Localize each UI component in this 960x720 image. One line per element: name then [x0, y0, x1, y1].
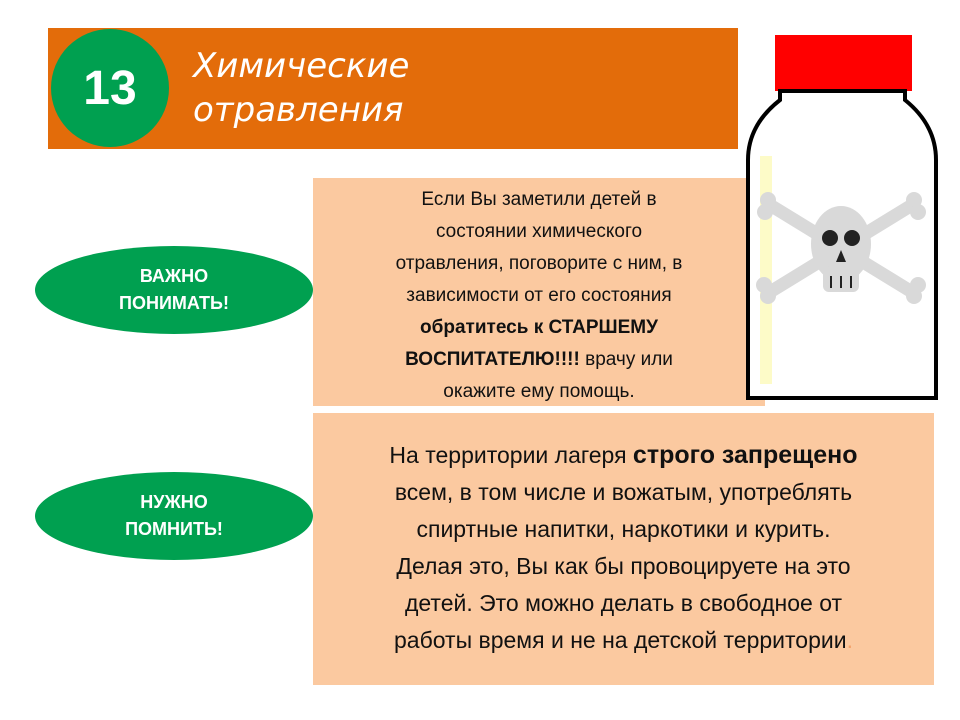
rules-line-1-bold: строго запрещено	[632, 441, 858, 469]
remember-line-1: НУЖНО	[140, 492, 208, 512]
advice-line-7: окажите ему помощь.	[443, 381, 635, 402]
rules-line-1	[321, 437, 926, 474]
rules-line-3: спиртные напитки, наркотики и курить.	[416, 516, 831, 542]
advice-line-6-rest: врачу или	[579, 349, 673, 370]
rules-line-2: всем, в том числе и вожатым, употреблять	[394, 479, 853, 505]
rules-line-4: Делая это, Вы как бы провоцируете на это	[396, 553, 851, 579]
advice-line-3: отравления, поговорите с ним, в	[395, 253, 683, 274]
rules-line-5: детей. Это можно делать в свободное от	[404, 590, 843, 616]
remember-line-2: ПОМНИТЬ!	[125, 519, 223, 539]
rules-line-6-text: работы время и не на детской территории	[394, 627, 847, 653]
poison-jar-icon	[740, 30, 945, 405]
title-line-1: Химические	[193, 46, 410, 86]
advice-box	[313, 178, 765, 406]
rules-line-1-start: На территории лагеря	[389, 442, 633, 468]
rules-line-6	[321, 622, 926, 659]
important-line-1: ВАЖНО	[139, 266, 209, 286]
title-line-2: отравления	[193, 90, 404, 130]
rules-line-6-end: .	[846, 627, 853, 653]
slide-number-badge: 13	[51, 29, 169, 147]
advice-line-6-bold: ВОСПИТАТЕЛЮ!!!!	[405, 349, 580, 370]
rules-box	[313, 413, 934, 685]
advice-line-2: состоянии химического	[435, 221, 643, 242]
advice-line-5: обратитесь к СТАРШЕМУ	[420, 317, 658, 338]
remember-label	[35, 472, 313, 560]
advice-line-4: зависимости от его состояния	[406, 285, 672, 306]
important-line-2: ПОНИМАТЬ!	[119, 293, 229, 313]
page-title	[193, 44, 409, 132]
advice-line-1: Если Вы заметили детей в	[421, 189, 657, 210]
important-label	[35, 246, 313, 334]
advice-line-6	[325, 344, 753, 376]
